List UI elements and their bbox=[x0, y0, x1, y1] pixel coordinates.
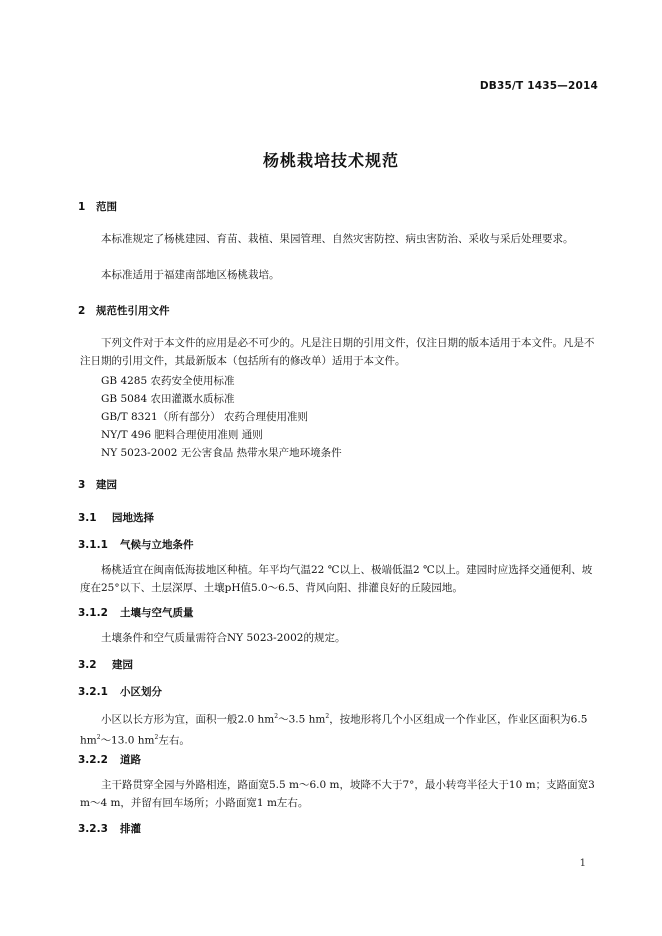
paragraph: 主干路贯穿全园与外路相连，路面宽5.5 m～6.0 m，坡降不大于7°，最小转弯半径大于10 m；支路面宽3 m～4 m，并留有回车场所；小路面宽1 m左右。 bbox=[80, 779, 595, 809]
section-title: 范围 bbox=[96, 201, 117, 213]
section-number: 3.2 bbox=[78, 659, 97, 671]
superscript: 2 bbox=[274, 713, 279, 720]
paragraph bbox=[80, 708, 600, 749]
section-title: 小区划分 bbox=[120, 686, 162, 698]
section-number: 3.1.1 bbox=[78, 539, 108, 551]
reference-item: NY 5023-2002 无公害食品 热带水果产地环境条件 bbox=[101, 447, 342, 459]
section-number: 3.2.3 bbox=[78, 823, 108, 835]
section-number: 2 bbox=[78, 305, 86, 317]
section-title: 气候与立地条件 bbox=[120, 539, 194, 551]
section-title: 土壤与空气质量 bbox=[120, 607, 194, 619]
reference-item: GB 5084 农田灌溉水质标准 bbox=[101, 393, 235, 405]
subsection-heading-3-2 bbox=[78, 657, 133, 672]
paragraph: 土壤条件和空气质量需符合NY 5023-2002的规定。 bbox=[101, 632, 346, 644]
section-title: 园地选择 bbox=[112, 512, 154, 524]
section-number: 3.1.2 bbox=[78, 607, 108, 619]
section-number: 3.2.2 bbox=[78, 754, 108, 766]
paragraph: 杨桃适宜在闽南低海拔地区种植。年平均气温22 ℃以上、极端低温2 ℃以上。建园时应选择交通便利、坡度在25°以下、土层深厚、土壤pH值5.0～6.5、背风向阳、排灌良好的丘陵园地。 bbox=[80, 564, 593, 594]
page-number: 1 bbox=[579, 858, 586, 869]
paragraph: 本标准适用于福建南部地区杨桃栽培。 bbox=[101, 269, 280, 281]
text-run: ，按地形将几个小区组成一个作业区，作业区面积为6.5 hm bbox=[80, 713, 588, 746]
subsection-heading-3-1-2 bbox=[78, 605, 194, 620]
reference-item: NY/T 496 肥料合理使用准则 通则 bbox=[101, 429, 263, 441]
superscript: 2 bbox=[154, 733, 159, 741]
section-heading-1 bbox=[78, 199, 117, 214]
reference-item: GB 4285 农药安全使用标准 bbox=[101, 375, 235, 387]
subsection-heading-3-1-1 bbox=[78, 537, 194, 552]
superscript: 2 bbox=[325, 713, 330, 720]
text-run: 小区以长方形为宜，面积一般2.0 hm bbox=[101, 713, 275, 726]
subsection-heading-3-1 bbox=[78, 510, 154, 525]
paragraph: 下列文件对于本文件的应用是必不可少的。凡是注日期的引用文件，仅注日期的版本适用于本文件。凡是不注日期的引用文件，其最新版本（包括所有的修改单）适用于本文件。 bbox=[80, 337, 595, 367]
section-number: 3 bbox=[78, 479, 86, 491]
text-run: ～3.5 hm bbox=[278, 713, 326, 726]
section-title: 建园 bbox=[96, 479, 117, 491]
section-heading-2 bbox=[78, 303, 170, 318]
subsection-heading-3-2-2 bbox=[78, 752, 141, 767]
section-number: 3.2.1 bbox=[78, 686, 108, 698]
subsection-heading-3-2-1 bbox=[78, 684, 162, 699]
section-number: 3.1 bbox=[78, 512, 97, 524]
section-heading-3 bbox=[78, 477, 117, 492]
superscript: 2 bbox=[96, 733, 101, 741]
section-title: 规范性引用文件 bbox=[96, 305, 170, 317]
section-title: 建园 bbox=[112, 659, 133, 671]
standard-code: DB35/T 1435—2014 bbox=[479, 80, 598, 92]
text-run: 左右。 bbox=[158, 734, 190, 746]
section-title: 道路 bbox=[120, 754, 141, 766]
section-title: 排灌 bbox=[120, 823, 141, 835]
reference-item: GB/T 8321（所有部分） 农药合理使用准则 bbox=[101, 411, 309, 423]
text-run: ～13.0 hm bbox=[100, 734, 155, 746]
document-title: 杨桃栽培技术规范 bbox=[262, 151, 399, 170]
subsection-heading-3-2-3 bbox=[78, 821, 141, 836]
paragraph: 本标准规定了杨桃建园、育苗、栽植、果园管理、自然灾害防控、病虫害防治、采收与采后处理要求。 bbox=[101, 233, 574, 245]
section-number: 1 bbox=[78, 201, 86, 213]
